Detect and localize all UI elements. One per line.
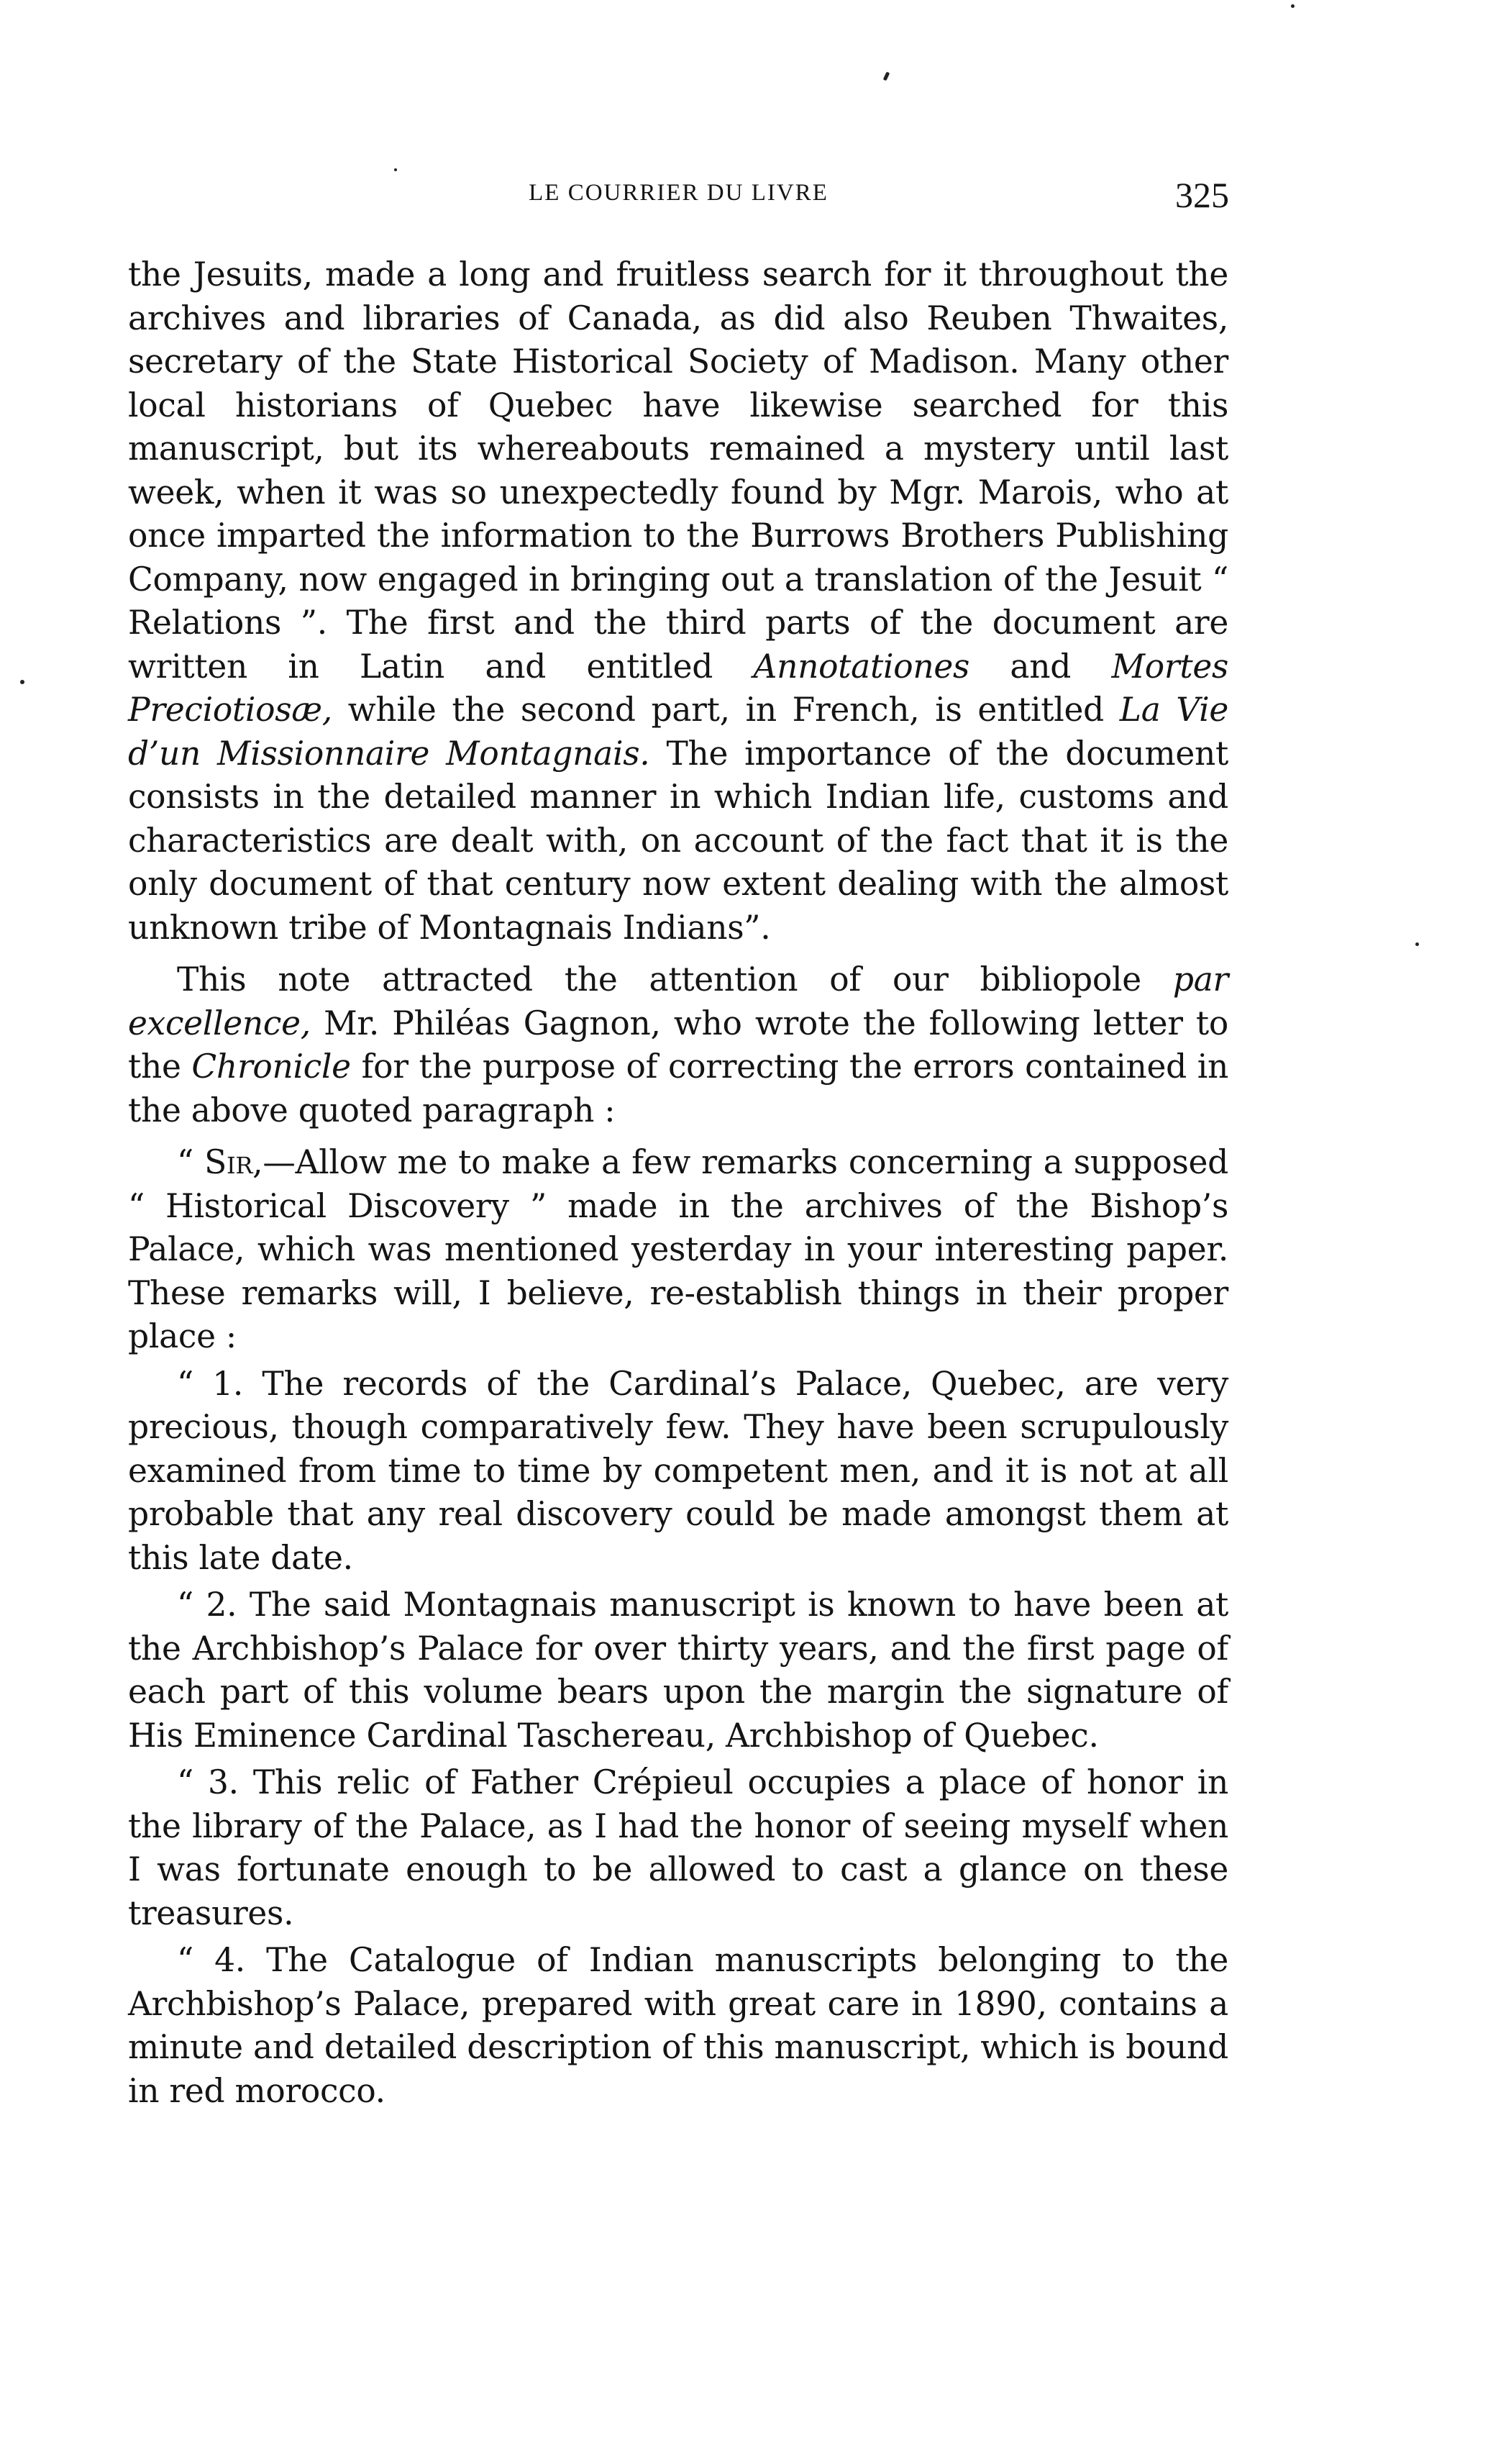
paragraph: [128, 958, 1228, 1132]
numbered-paragraph-2: “ 2. The said Montagnais manuscript is known to have been at the Archbishop’s Palace for over thirty years, and the first page of each part of this volume bears upon the margin the signature of His Eminence Cardinal Taschereau, Archbishop of Quebec.: [128, 1586, 1228, 1755]
paragraph: [128, 253, 1228, 950]
print-speck: [20, 680, 24, 684]
text-run: while the second part, in French, is entitled: [332, 691, 1120, 729]
numbered-paragraph-1: “ 1. The records of the Cardinal’s Palace, Quebec, are very precious, though comparatively few. They have been scrupulously examined from time to time by competent men, and it is not at all probable that any real discovery could be made amongst them at this late date.: [128, 1364, 1228, 1577]
salutation: Sir: [204, 1143, 253, 1181]
text-run: Mr. Philéas Gagnon, who wrote the following letter to the: [128, 1004, 1228, 1086]
print-speck: [394, 168, 397, 171]
print-speck: [883, 72, 890, 81]
italic-title: Annotationes: [753, 647, 969, 686]
page-number: 325: [1175, 175, 1229, 215]
italic-title: Chronicle: [191, 1047, 351, 1086]
numbered-paragraph-4: “ 4. The Catalogue of Indian manuscripts belonging to the Archbishop’s Palace, prepared with great care in 1890, contains a minute and detailed description of this manuscript, which is bound in red morocco.: [128, 1941, 1228, 2110]
text-run: This note attracted the attention of our bibliopole: [177, 960, 1173, 999]
running-header: [128, 174, 1229, 217]
text-run: “: [177, 1143, 205, 1181]
numbered-paragraph-3: “ 3. This relic of Father Crépieul occupies a place of honor in the library of the Palace, as I had the honor of seeing myself when I was fortunate enough to be allowed to cast a glance on these treasures.: [128, 1763, 1228, 1932]
letter-salutation-paragraph: [128, 1141, 1228, 1359]
italic-phrase: par excellence,: [128, 960, 1228, 1042]
text-run: The importance of the document consists in the detailed manner in which Indian life, customs and characteristics are dealt with, on account of the fact that it is the only document of that century now extent dealing with the almost unknown tribe of Montagnais Indians”.: [128, 734, 1228, 947]
text-run: for the purpose of correcting the errors contained in the above quoted paragraph :: [128, 1047, 1229, 1129]
text-run: the Jesuits, made a long and fruitless search for it throughout the archives and libraries of Canada, as did also Reuben Thwaites, secretary of the State Historical Society of Madison. Many other local historians of Quebec have likewise searched for this manuscript, but its whereabouts remained a mystery until last week, when it was so unexpectedly found by Mgr. Marois, who at once imparted the information to the Burrows Brothers Publishing Company, now engaged in bringing out a translation of the Jesuit “ Relations ”. The first and the third parts of the document are written in Latin and entitled: [128, 255, 1228, 686]
running-title: LE COURRIER DU LIVRE: [529, 180, 829, 206]
text-run: ,—Allow me to make a few remarks concerning a supposed “ Historical Discovery ” made in the archives of the Bishop’s Palace, which was mentioned yesterday in your interesting paper. These remarks will, I believe, re-establish things in their proper place :: [128, 1143, 1229, 1355]
body-text: [128, 253, 1228, 2113]
print-speck: [1415, 942, 1419, 946]
print-speck: [1291, 4, 1295, 8]
italic-title: Mortes Preciotiosæ,: [128, 647, 1229, 729]
text-run: and: [969, 647, 1112, 686]
italic-title: La Vie d’un Missionnaire Montagnais.: [128, 691, 1229, 773]
